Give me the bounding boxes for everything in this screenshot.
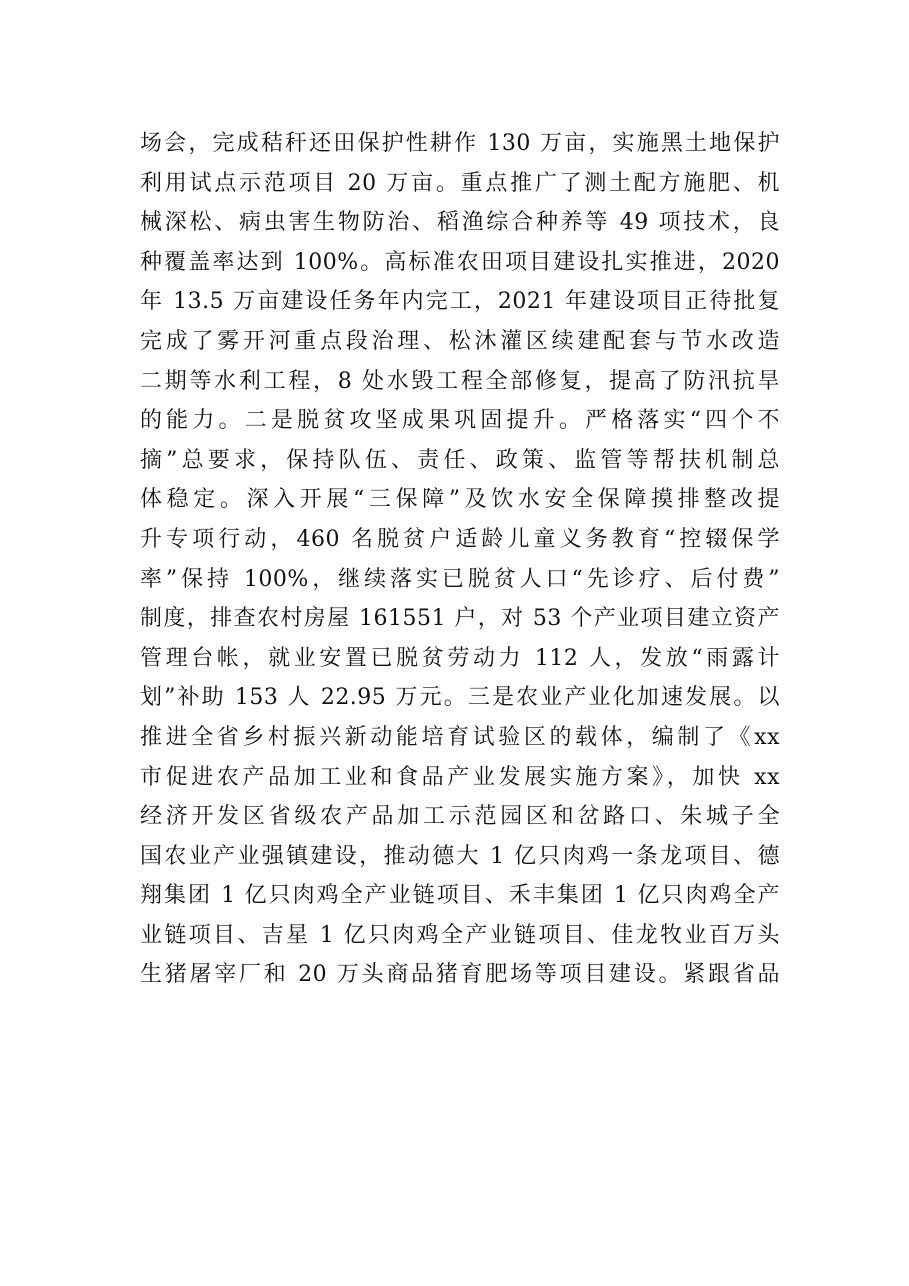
text-line: 划”补助 153 人 22.95 万元。三是农业产业化加速发展。以 (140, 685, 780, 711)
text-line: 械深松、病虫害生物防治、稻渔综合种养等 49 项技术，良 (140, 210, 780, 236)
text-line: 国农业产业强镇建设，推动德大 1 亿只肉鸡一条龙项目、德 (140, 843, 780, 869)
text-line: 场会，完成秸秆还田保护性耕作 130 万亩，实施黑土地保护 (140, 131, 780, 156)
text-line: 升专项行动，460 名脱贫户适龄儿童义务教育“控辍保学 (140, 526, 780, 552)
text-line: 完成了雾开河重点段治理、松沐灌区续建配套与节水改造 (140, 328, 780, 354)
text-line: 市促进农产品加工业和食品产业发展实施方案》，加快 xx (140, 764, 780, 790)
text-line: 制度，排查农村房屋 161551 户，对 53 个产业项目建立资产 (140, 606, 780, 632)
text-line: 推进全省乡村振兴新动能培育试验区的载体，编制了《xx (140, 724, 780, 750)
text-line: 率”保持 100%，继续落实已脱贫人口“先诊疗、后付费” (140, 566, 780, 592)
text-line: 生猪屠宰厂和 20 万头商品猪育肥场等项目建设。紧跟省品 (140, 962, 780, 988)
text-line: 摘”总要求，保持队伍、责任、政策、监管等帮扶机制总 (140, 447, 780, 473)
text-line: 年 13.5 万亩建设任务年内完工，2021 年建设项目正待批复 (140, 289, 780, 315)
text-line: 二期等水利工程，8 处水毁工程全部修复，提高了防汛抗旱 (140, 368, 780, 394)
text-line: 业链项目、吉星 1 亿只肉鸡全产业链项目、佳龙牧业百万头 (140, 922, 780, 948)
text-line: 经济开发区省级农产品加工示范园区和岔路口、朱城子全 (140, 804, 780, 830)
text-line: 的能力。二是脱贫攻坚成果巩固提升。严格落实“四个不 (140, 408, 780, 434)
text-line: 体稳定。深入开展“三保障”及饮水安全保障摸排整改提 (140, 487, 780, 513)
document-body (140, 124, 780, 995)
text-line: 管理台帐，就业安置已脱贫劳动力 112 人，发放“雨露计 (140, 645, 780, 671)
text-line: 翔集团 1 亿只肉鸡全产业链项目、禾丰集团 1 亿只肉鸡全产 (140, 883, 780, 909)
text-line: 利用试点示范项目 20 万亩。重点推广了测土配方施肥、机 (140, 170, 780, 196)
text-line: 种覆盖率达到 100%。高标准农田项目建设扎实推进，2020 (140, 249, 780, 275)
